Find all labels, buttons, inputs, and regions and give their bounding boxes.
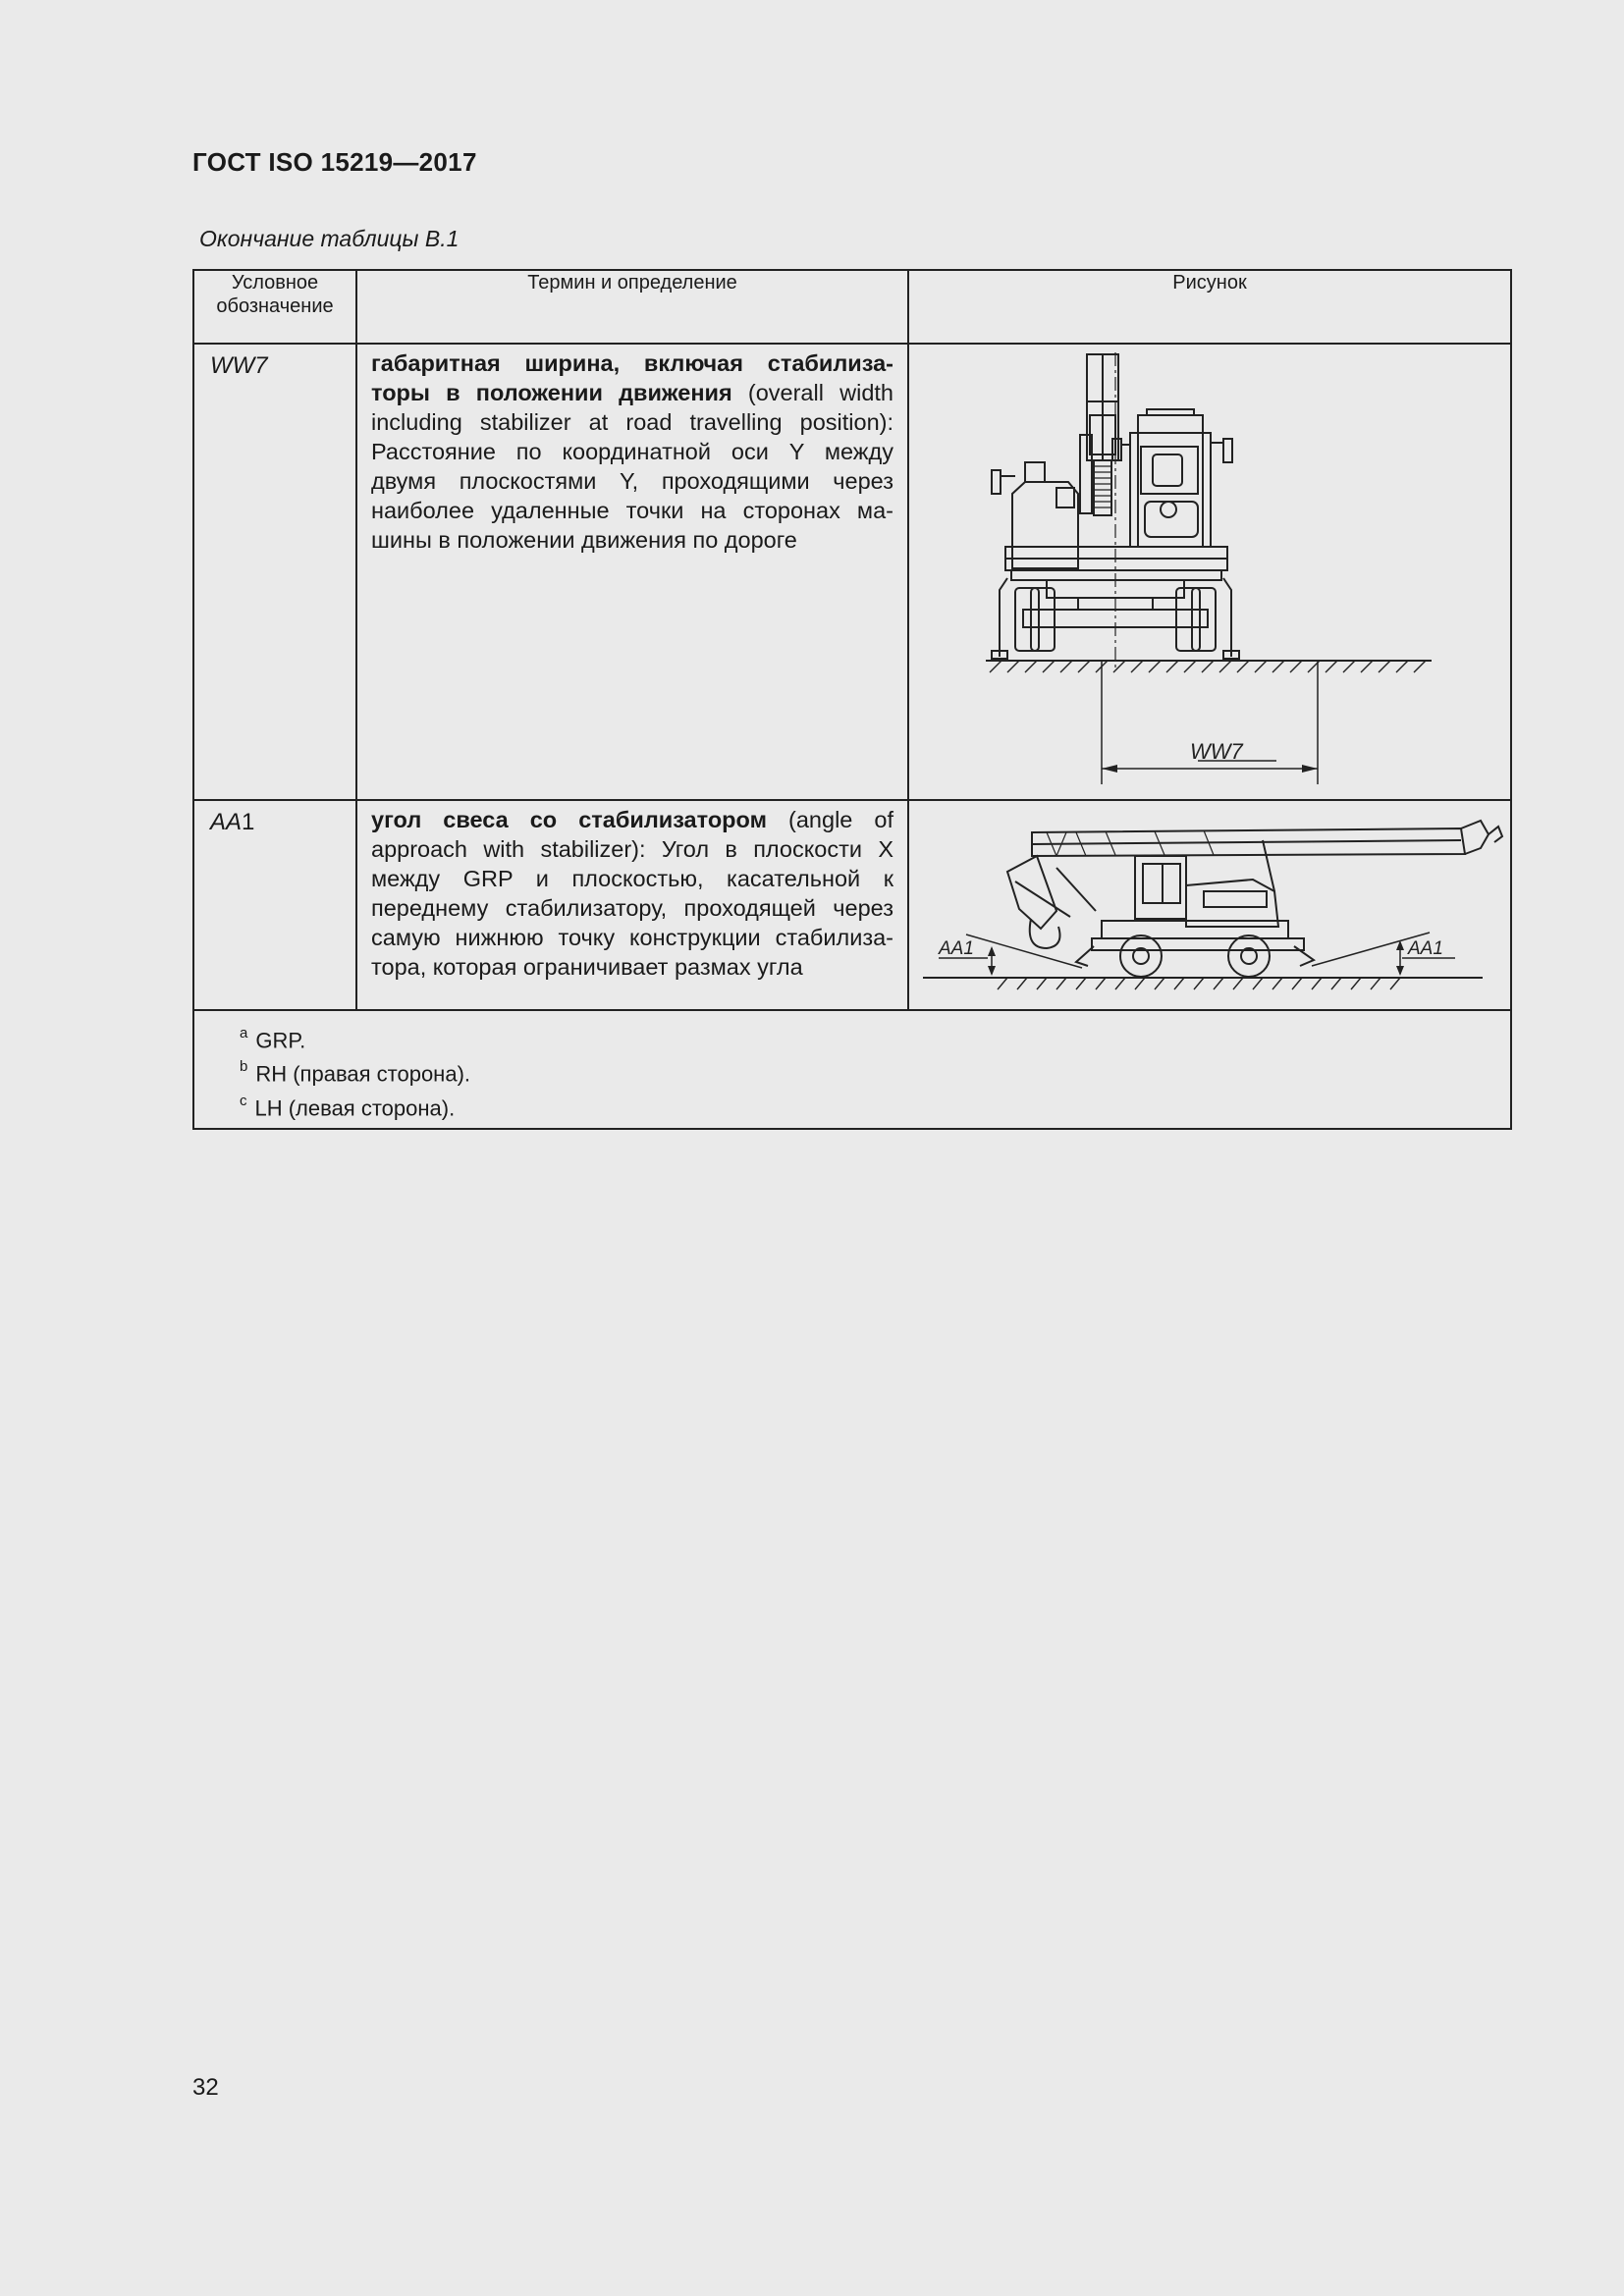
symbol-cell <box>193 344 356 800</box>
term-definition: (angle of approach with stabilizer): Угол в плоскости X между GRP и плоскостью, касательной к переднему стабилизатору, проходящей через самую нижнюю точку конструкции стабилиза-тора, которая ограничивает размах угла <box>371 807 894 980</box>
terms-table <box>192 269 1512 1130</box>
figure-cell <box>908 344 1511 800</box>
angle-label-aa1-right: AA1 <box>1408 938 1443 959</box>
document-title: ГОСТ ISO 15219—2017 <box>192 147 477 177</box>
figure-cell <box>908 800 1511 1010</box>
column-header-term: Термин и определение <box>356 270 908 344</box>
footnote-item <box>240 1021 1510 1054</box>
excavator-side-view-icon <box>909 801 1510 1009</box>
symbol-plain: 1 <box>242 809 255 835</box>
table-header-row <box>193 270 1511 344</box>
footnote-mark: a <box>240 1025 248 1041</box>
table-caption: Окончание таблицы В.1 <box>199 226 460 251</box>
footnote-text: GRP. <box>255 1028 306 1053</box>
footnotes-cell <box>193 1010 1511 1129</box>
dimension-label-ww7: WW7 <box>1190 739 1243 764</box>
footnote-text: RH (правая сторона). <box>255 1061 471 1087</box>
footnote-item <box>240 1089 1510 1122</box>
footnote-mark: b <box>240 1058 248 1076</box>
table-row <box>193 344 1511 800</box>
footnote-text: LH (левая сторона). <box>254 1095 456 1120</box>
symbol-cell <box>193 800 356 1010</box>
term-definition: (overall width including stabilizer at road travelling position): Расстояние по координатной оси Y между двумя плоскостями Y, проходящими через наиболее удаленные точки на сторонах ма-шины в положении движения по дороге <box>371 380 893 553</box>
excavator-front-view-icon <box>909 345 1510 799</box>
footnote-item <box>240 1054 1510 1088</box>
footnote-mark: c <box>240 1092 247 1109</box>
term-bold: угол свеса со стабилизатором <box>371 807 767 832</box>
definition-cell <box>356 800 908 1010</box>
footnotes-row <box>193 1010 1511 1129</box>
symbol-italic: AA <box>210 809 243 835</box>
table-row <box>193 800 1511 1010</box>
symbol-italic: WW7 <box>210 352 268 379</box>
term-bold: габаритная ширина, включая стабилиза-торы в положении движения <box>371 350 893 405</box>
column-header-figure: Рисунок <box>908 270 1511 344</box>
page-number: 32 <box>192 2074 219 2101</box>
angle-label-aa1-left: AA1 <box>939 938 974 959</box>
definition-cell <box>356 344 908 800</box>
column-header-symbol: Условное обозначение <box>193 270 356 344</box>
